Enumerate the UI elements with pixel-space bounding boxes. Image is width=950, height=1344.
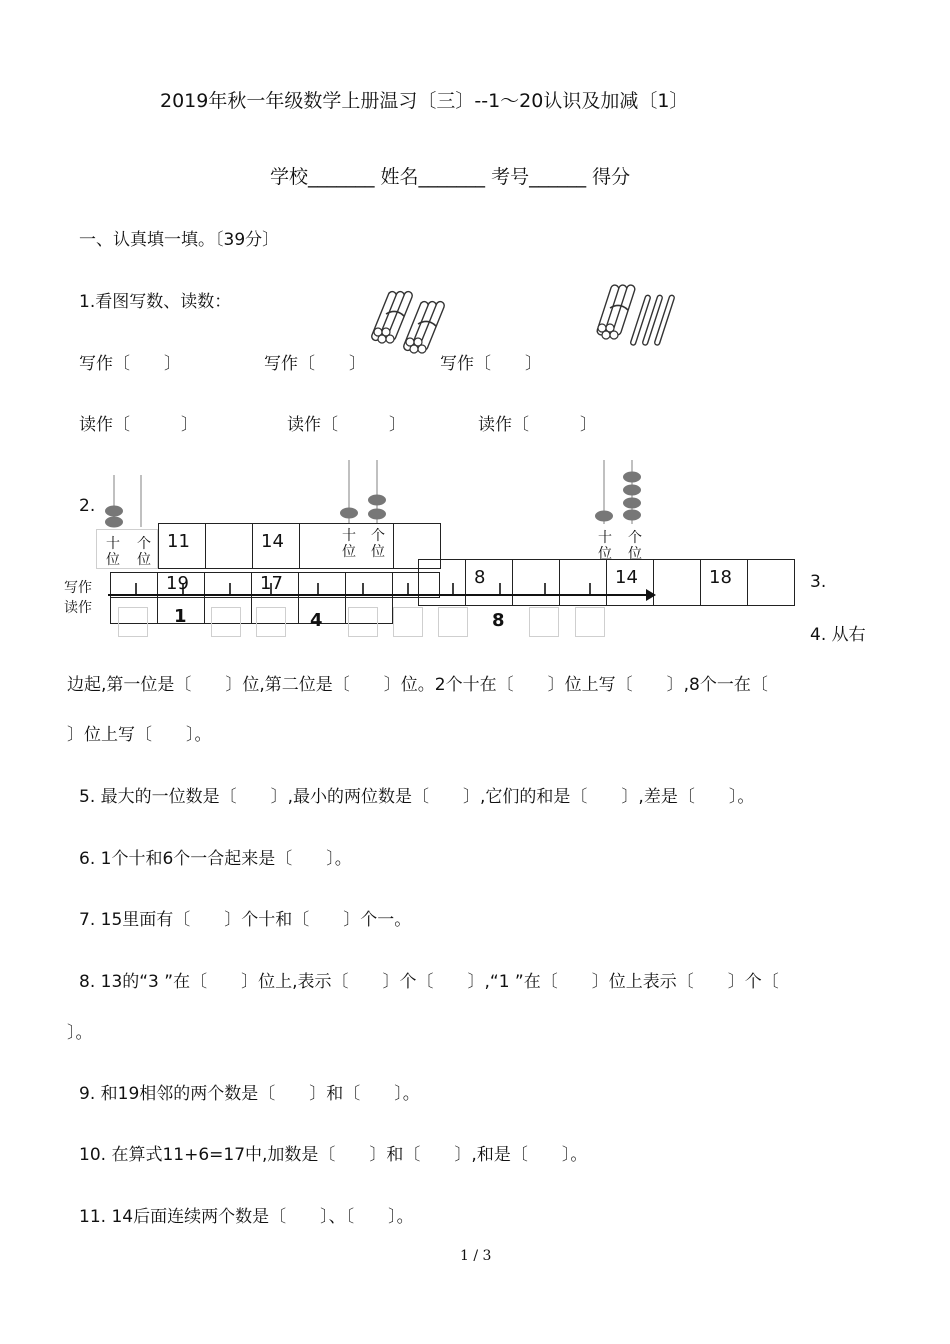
- q7-text: 7. 15里面有〔 〕个十和〔 〕个一。: [79, 910, 412, 930]
- q9-text: 9. 和19相邻的两个数是〔 〕和〔 〕。: [79, 1084, 420, 1104]
- q1-write-2[interactable]: 写作〔 〕: [264, 354, 366, 374]
- number-line-label: 8: [492, 610, 505, 631]
- q11-text: 11. 14后面连续两个数是〔 〕、〔 〕。: [79, 1207, 414, 1227]
- q1-read-2[interactable]: 读作〔 〕: [287, 415, 406, 435]
- q5-text: 5. 最大的一位数是〔 〕,最小的两位数是〔 〕,它们的和是〔 〕,差是〔 〕。: [79, 787, 755, 807]
- q1-read-3[interactable]: 读作〔 〕: [478, 415, 597, 435]
- q2-label: 2.: [79, 496, 96, 516]
- q8-line2: 〕。: [67, 1023, 93, 1043]
- q1-write-3[interactable]: 写作〔 〕: [440, 354, 542, 374]
- line-seq-cell[interactable]: 18: [700, 559, 748, 606]
- stick-bundles-picture-1: [368, 286, 468, 358]
- stick-bundles-picture-2: [592, 282, 684, 354]
- row-label-write: 写作: [64, 580, 92, 596]
- number-line-label: 4: [310, 610, 323, 631]
- q4-label: 4. 从右: [810, 625, 866, 645]
- q4-line1: 边起,第一位是〔 〕位,第二位是〔 〕位。2个十在〔 〕位上写〔 〕,8个一在〔: [67, 675, 768, 695]
- seq-cell[interactable]: 14: [252, 523, 300, 569]
- abacus-1: [96, 475, 166, 535]
- line-seq-cell[interactable]: 8: [465, 559, 513, 606]
- number-line-label: 1: [174, 606, 187, 627]
- q10-text: 10. 在算式11+6=17中,加数是〔 〕和〔 〕,和是〔 〕。: [79, 1145, 588, 1165]
- answer-box[interactable]: [438, 607, 468, 637]
- abacus-1-tens-label: 十 位: [106, 536, 120, 569]
- q3-label: 3.: [810, 572, 827, 592]
- seq-cell[interactable]: [299, 523, 394, 569]
- q1-read-1[interactable]: 读作〔 〕: [79, 415, 198, 435]
- q1-label: 1.看图写数、读数：: [79, 292, 232, 312]
- q6-text: 6. 1个十和6个一合起来是〔 〕。: [79, 849, 352, 869]
- line-seq-cell[interactable]: [747, 559, 795, 606]
- q1-write-1[interactable]: 写作〔 〕: [79, 354, 181, 374]
- abacus-3-tens-label: 十 位: [598, 530, 612, 563]
- section-heading: 一、认真填一填。〔39分〕: [79, 230, 280, 250]
- answer-box[interactable]: [529, 607, 559, 637]
- answer-box[interactable]: [118, 607, 148, 637]
- write-cell[interactable]: 19: [157, 572, 205, 598]
- answer-box[interactable]: [256, 607, 286, 637]
- line-seq-cell[interactable]: 14: [606, 559, 654, 606]
- abacus-3-ones-label: 个 位: [628, 530, 642, 563]
- abacus-2-tens-label: 十 位: [342, 528, 356, 561]
- abacus-3: [586, 460, 646, 528]
- abacus-1-ones-label: 个 位: [137, 536, 151, 569]
- row-label-read: 读作: [64, 600, 92, 616]
- q8-line1: 8. 13的“3 ”在〔 〕位上,表示〔 〕个〔 〕,“1 ”在〔 〕位上表示〔 〕个〔: [79, 972, 779, 992]
- number-line: [108, 578, 668, 608]
- page-title: 2019年秋一年级数学上册温习〔三〕--1～20认识及加减〔1〕: [160, 90, 689, 112]
- answer-box[interactable]: [575, 607, 605, 637]
- abacus-2: [332, 460, 392, 530]
- answer-box[interactable]: [348, 607, 378, 637]
- abacus-2-ones-label: 个 位: [371, 528, 385, 561]
- student-info-line: 学校_______ 姓名_______ 考号______ 得分: [270, 166, 631, 188]
- seq-cell[interactable]: 11: [158, 523, 206, 569]
- seq-cell[interactable]: [205, 523, 253, 569]
- write-cell[interactable]: 17: [251, 572, 299, 598]
- page-number: 1 / 3: [460, 1248, 492, 1264]
- answer-box[interactable]: [211, 607, 241, 637]
- answer-box[interactable]: [393, 607, 423, 637]
- q4-line2: 〕位上写〔 〕。: [67, 725, 212, 745]
